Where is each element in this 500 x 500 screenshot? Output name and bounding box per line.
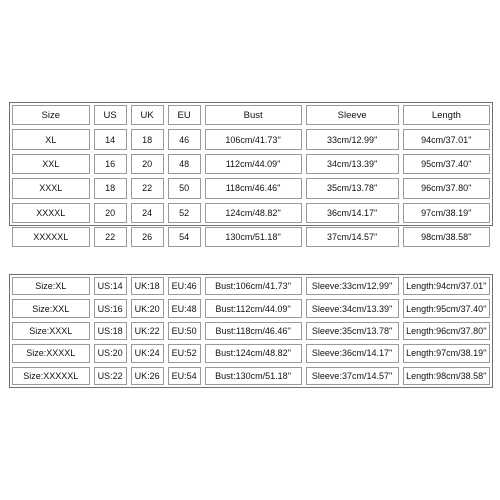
table-cell: 18 bbox=[94, 178, 127, 198]
header-cell: Bust bbox=[205, 105, 302, 125]
table-cell: 14 bbox=[94, 129, 127, 149]
table-cell: XXL bbox=[12, 154, 90, 174]
table-cell: Sleeve:35cm/13.78'' bbox=[306, 322, 399, 340]
table-cell: UK:20 bbox=[131, 299, 164, 317]
table-cell: 50 bbox=[168, 178, 201, 198]
table-cell: EU:46 bbox=[168, 277, 201, 295]
table-cell: Sleeve:36cm/14.17'' bbox=[306, 344, 399, 362]
table-cell: US:22 bbox=[94, 367, 127, 385]
table-cell: 95cm/37.40'' bbox=[403, 154, 490, 174]
table-cell: 20 bbox=[94, 203, 127, 223]
table-row bbox=[10, 297, 492, 319]
table-cell: Size:XXXXL bbox=[12, 344, 90, 362]
table-cell: 16 bbox=[94, 154, 127, 174]
table-cell: EU:52 bbox=[168, 344, 201, 362]
table-cell: 26 bbox=[131, 227, 164, 247]
table-cell: XL bbox=[12, 129, 90, 149]
table-cell: Length:97cm/38.19'' bbox=[403, 344, 490, 362]
table-cell: Size:XXXXXL bbox=[12, 367, 90, 385]
table-cell: 106cm/41.73'' bbox=[205, 129, 302, 149]
table-cell: US:18 bbox=[94, 322, 127, 340]
header-cell: Sleeve bbox=[306, 105, 399, 125]
table-cell: 124cm/48.82'' bbox=[205, 203, 302, 223]
table-row bbox=[10, 127, 492, 151]
table-cell: 20 bbox=[131, 154, 164, 174]
table-row bbox=[10, 201, 492, 225]
table-cell: 37cm/14.57'' bbox=[306, 227, 399, 247]
table-cell: UK:24 bbox=[131, 344, 164, 362]
table-cell: Sleeve:33cm/12.99'' bbox=[306, 277, 399, 295]
table-row bbox=[10, 320, 492, 342]
table-row bbox=[10, 152, 492, 176]
table-cell: 22 bbox=[131, 178, 164, 198]
table-cell: 34cm/13.39'' bbox=[306, 154, 399, 174]
table-cell: 112cm/44.09'' bbox=[205, 154, 302, 174]
table-cell: US:20 bbox=[94, 344, 127, 362]
header-cell: Size bbox=[12, 105, 90, 125]
table-header-row bbox=[10, 103, 492, 127]
table-row bbox=[10, 176, 492, 200]
header-cell: Length bbox=[403, 105, 490, 125]
table-cell: 33cm/12.99'' bbox=[306, 129, 399, 149]
table-cell: EU:54 bbox=[168, 367, 201, 385]
table-row bbox=[10, 365, 492, 387]
table-cell: Bust:112cm/44.09'' bbox=[205, 299, 302, 317]
table-cell: Length:95cm/37.40'' bbox=[403, 299, 490, 317]
table-cell: 96cm/37.80'' bbox=[403, 178, 490, 198]
table-cell: UK:26 bbox=[131, 367, 164, 385]
table-cell: Sleeve:34cm/13.39'' bbox=[306, 299, 399, 317]
table-cell: Length:94cm/37.01'' bbox=[403, 277, 490, 295]
table-cell: EU:48 bbox=[168, 299, 201, 317]
size-table-labeled bbox=[9, 274, 493, 388]
table-cell: Size:XL bbox=[12, 277, 90, 295]
table-cell: XXXL bbox=[12, 178, 90, 198]
table-cell: Bust:124cm/48.82'' bbox=[205, 344, 302, 362]
header-cell: US bbox=[94, 105, 127, 125]
table-cell: Size:XXXL bbox=[12, 322, 90, 340]
table-row bbox=[10, 275, 492, 297]
table-cell: Bust:130cm/51.18'' bbox=[205, 367, 302, 385]
table-cell: 130cm/51.18'' bbox=[205, 227, 302, 247]
table-cell: 94cm/37.01'' bbox=[403, 129, 490, 149]
table-cell: 48 bbox=[168, 154, 201, 174]
table-cell: 46 bbox=[168, 129, 201, 149]
table-cell: 52 bbox=[168, 203, 201, 223]
header-cell: EU bbox=[168, 105, 201, 125]
table-cell: 24 bbox=[131, 203, 164, 223]
table-cell: Size:XXL bbox=[12, 299, 90, 317]
table-cell: XXXXXL bbox=[12, 227, 90, 247]
table-cell: 36cm/14.17'' bbox=[306, 203, 399, 223]
size-table-primary bbox=[9, 102, 493, 243]
table-cell: EU:50 bbox=[168, 322, 201, 340]
table-cell: Bust:106cm/41.73'' bbox=[205, 277, 302, 295]
table-cell: 54 bbox=[168, 227, 201, 247]
table-cell: Bust:118cm/46.46'' bbox=[205, 322, 302, 340]
table-row bbox=[10, 342, 492, 364]
table-cell: UK:18 bbox=[131, 277, 164, 295]
table-cell: Sleeve:37cm/14.57'' bbox=[306, 367, 399, 385]
header-cell: UK bbox=[131, 105, 164, 125]
table-cell: 97cm/38.19'' bbox=[403, 203, 490, 223]
table-cell: 118cm/46.46'' bbox=[205, 178, 302, 198]
table-cell: 22 bbox=[94, 227, 127, 247]
table-row bbox=[10, 225, 492, 249]
table-cell: UK:22 bbox=[131, 322, 164, 340]
table-cell: Length:98cm/38.58'' bbox=[403, 367, 490, 385]
table-cell: 98cm/38.58'' bbox=[403, 227, 490, 247]
table-cell: Length:96cm/37.80'' bbox=[403, 322, 490, 340]
table-cell: XXXXL bbox=[12, 203, 90, 223]
table-cell: US:16 bbox=[94, 299, 127, 317]
table-cell: 35cm/13.78'' bbox=[306, 178, 399, 198]
table-cell: US:14 bbox=[94, 277, 127, 295]
table-cell: 18 bbox=[131, 129, 164, 149]
